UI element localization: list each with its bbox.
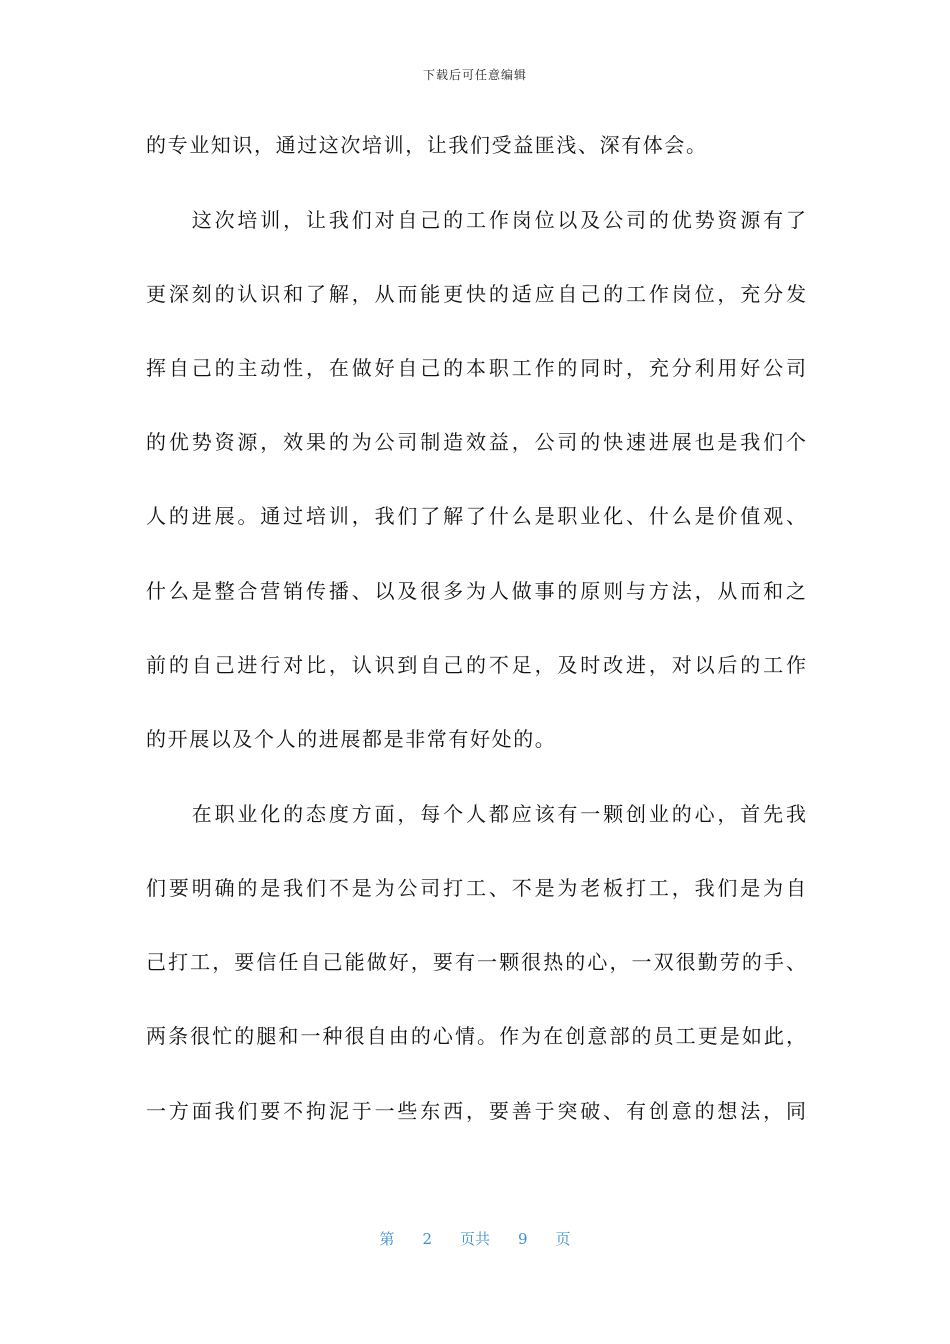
footer-middle: 页共 (459, 1230, 490, 1248)
footer-prefix: 第 (379, 1230, 395, 1248)
text-line: 人的进展。通过培训，我们了解了什么是职业化、什么是价值观、 (146, 504, 806, 528)
footer-page-number: 2 (422, 1230, 432, 1248)
text-line: 的开展以及个人的进展都是非常有好处的。 (146, 727, 557, 751)
text-line: 己打工，要信任自己能做好，要有一颗很热的心，一双很勤劳的手、 (146, 950, 806, 974)
text-line: 什么是整合营销传播、以及很多为人做事的原则与方法，从而和之 (146, 579, 806, 603)
text-line: 的优势资源，效果的为公司制造效益，公司的快速进展也是我们个 (146, 430, 806, 454)
text-line: 的专业知识，通过这次培训，让我们受益匪浅、深有体会。 (146, 133, 708, 157)
page-footer (0, 1228, 950, 1249)
text-line: 前的自己进行对比，认识到自己的不足，及时改进，对以后的工作 (146, 653, 806, 677)
text-line: 挥自己的主动性，在做好自己的本职工作的同时，充分利用好公司 (146, 356, 806, 380)
page-header-note: 下载后可任意编辑 (422, 68, 527, 82)
text-line: 两条很忙的腿和一种很自由的心情。作为在创意部的员工更是如此， (146, 1024, 806, 1048)
text-line: 这次培训，让我们对自己的工作岗位以及公司的优势资源有了 (146, 208, 806, 232)
footer-total-pages: 9 (518, 1230, 528, 1248)
text-line: 一方面我们要不拘泥于一些东西，要善于突破、有创意的想法，同 (146, 1099, 806, 1123)
text-line: 在职业化的态度方面，每个人都应该有一颗创业的心，首先我 (146, 802, 806, 826)
text-line: 更深刻的认识和了解，从而能更快的适应自己的工作岗位，充分发 (146, 282, 806, 306)
text-line: 们要明确的是我们不是为公司打工、不是为老板打工，我们是为自 (146, 876, 806, 900)
footer-suffix: 页 (555, 1230, 571, 1248)
